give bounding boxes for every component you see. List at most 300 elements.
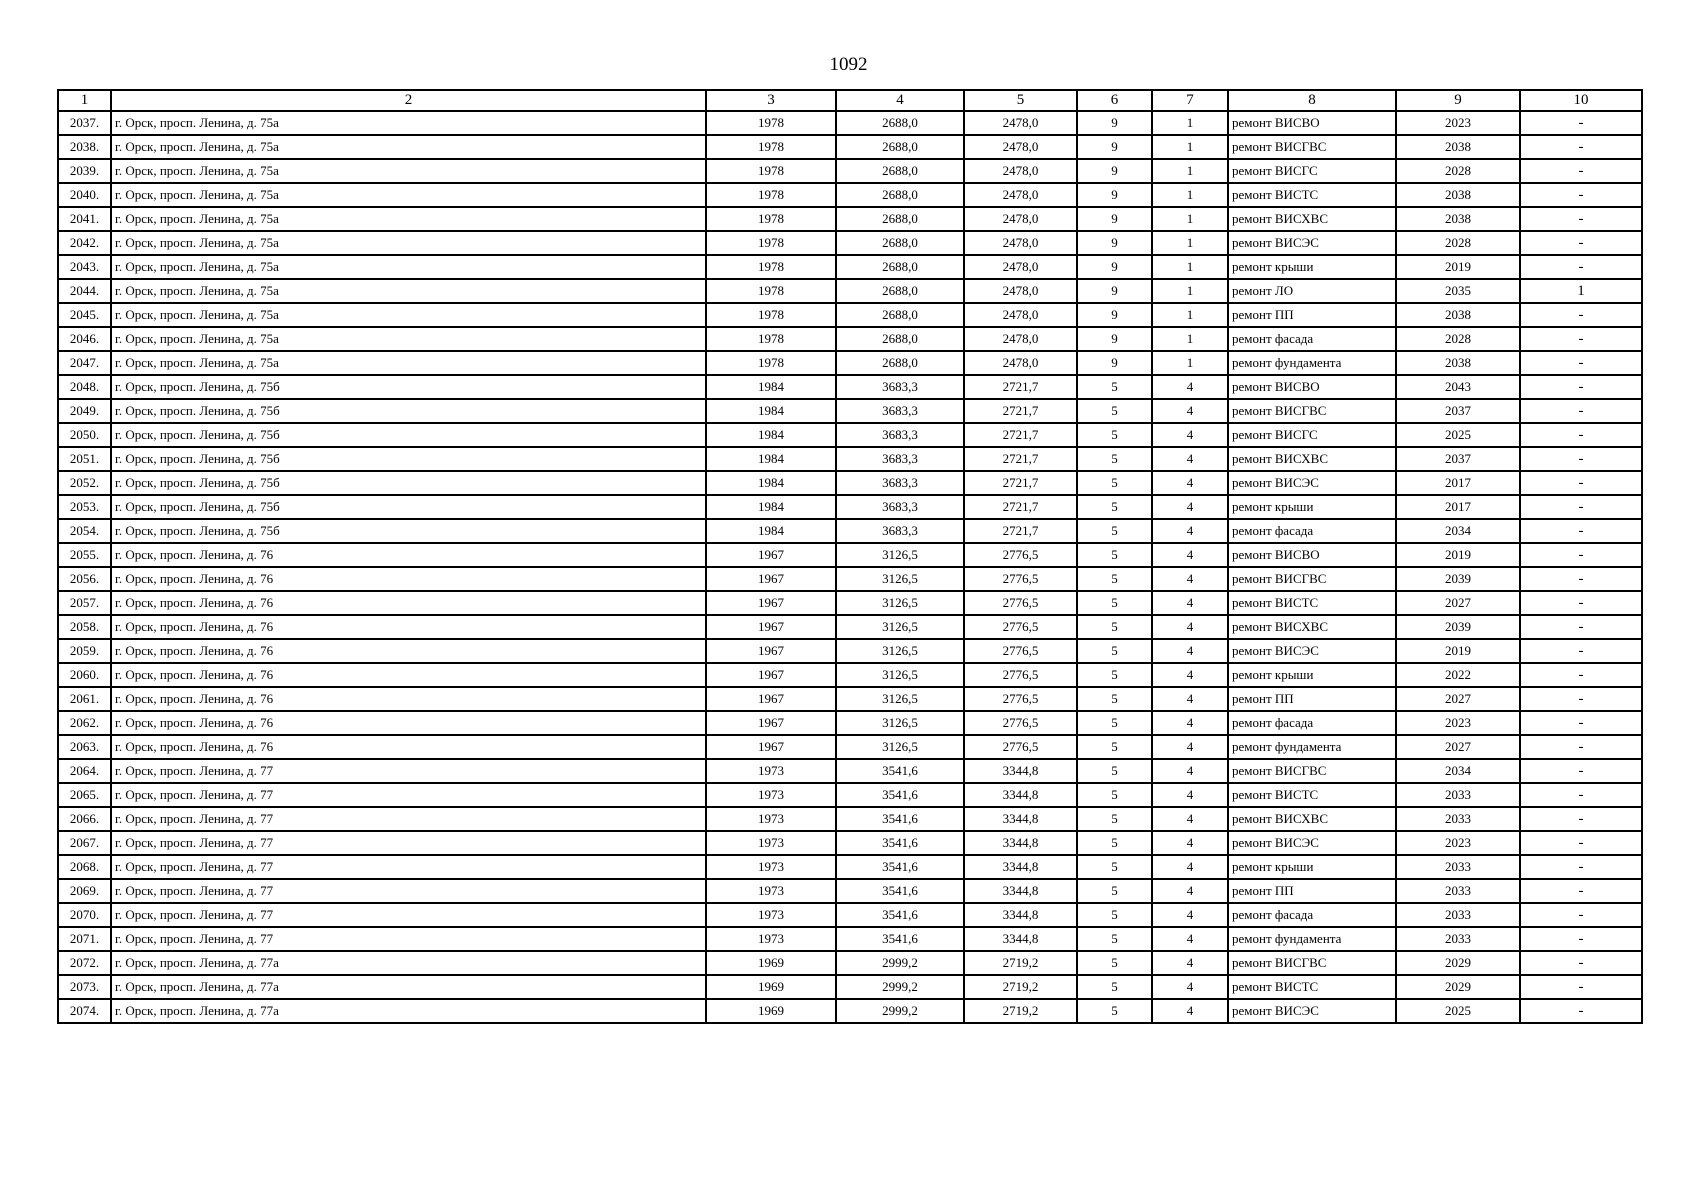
- cell-build-year: 1978: [706, 111, 836, 135]
- column-header-3: 3: [706, 90, 836, 111]
- cell-build-year: 1978: [706, 327, 836, 351]
- cell-living-area: 2776,5: [964, 591, 1077, 615]
- cell-planned-year: 2043: [1396, 375, 1520, 399]
- cell-address: г. Орск, просп. Ленина, д. 75а: [111, 111, 706, 135]
- cell-note: -: [1520, 519, 1642, 543]
- cell-total-area: 2688,0: [836, 207, 964, 231]
- cell-address: г. Орск, просп. Ленина, д. 77: [111, 783, 706, 807]
- cell-total-area: 2999,2: [836, 999, 964, 1023]
- cell-note: 1: [1520, 279, 1642, 303]
- cell-build-year: 1967: [706, 567, 836, 591]
- cell-total-area: 3126,5: [836, 687, 964, 711]
- table-row: [58, 615, 1642, 639]
- cell-build-year: 1984: [706, 375, 836, 399]
- cell-floors: 5: [1077, 567, 1152, 591]
- cell-work-type: ремонт ВИСТС: [1228, 783, 1396, 807]
- cell-planned-year: 2037: [1396, 399, 1520, 423]
- cell-address: г. Орск, просп. Ленина, д. 77а: [111, 975, 706, 999]
- page-number: 1092: [829, 54, 868, 75]
- cell-floors: 5: [1077, 615, 1152, 639]
- table-row: [58, 831, 1642, 855]
- table-row: [58, 231, 1642, 255]
- cell-work-type: ремонт ВИСВО: [1228, 375, 1396, 399]
- cell-planned-year: 2028: [1396, 327, 1520, 351]
- cell-planned-year: 2025: [1396, 999, 1520, 1023]
- cell-living-area: 2478,0: [964, 183, 1077, 207]
- cell-note: -: [1520, 543, 1642, 567]
- cell-note: -: [1520, 711, 1642, 735]
- cell-row-number: 2066.: [58, 807, 111, 831]
- cell-total-area: 3126,5: [836, 567, 964, 591]
- cell-planned-year: 2033: [1396, 879, 1520, 903]
- cell-work-type: ремонт ВИСЭС: [1228, 999, 1396, 1023]
- cell-floors: 5: [1077, 591, 1152, 615]
- cell-planned-year: 2038: [1396, 135, 1520, 159]
- cell-row-number: 2067.: [58, 831, 111, 855]
- table-row: [58, 423, 1642, 447]
- cell-living-area: 3344,8: [964, 831, 1077, 855]
- cell-entrances: 4: [1152, 975, 1228, 999]
- cell-entrances: 4: [1152, 879, 1228, 903]
- cell-entrances: 1: [1152, 279, 1228, 303]
- cell-address: г. Орск, просп. Ленина, д. 75а: [111, 159, 706, 183]
- cell-build-year: 1978: [706, 207, 836, 231]
- cell-work-type: ремонт ПП: [1228, 303, 1396, 327]
- cell-row-number: 2049.: [58, 399, 111, 423]
- cell-planned-year: 2033: [1396, 927, 1520, 951]
- cell-floors: 9: [1077, 183, 1152, 207]
- cell-entrances: 1: [1152, 327, 1228, 351]
- cell-row-number: 2073.: [58, 975, 111, 999]
- cell-row-number: 2059.: [58, 639, 111, 663]
- table-row: [58, 879, 1642, 903]
- cell-row-number: 2048.: [58, 375, 111, 399]
- cell-address: г. Орск, просп. Ленина, д. 76: [111, 663, 706, 687]
- cell-build-year: 1978: [706, 303, 836, 327]
- cell-entrances: 4: [1152, 783, 1228, 807]
- cell-note: -: [1520, 759, 1642, 783]
- cell-entrances: 4: [1152, 855, 1228, 879]
- cell-row-number: 2037.: [58, 111, 111, 135]
- cell-note: -: [1520, 663, 1642, 687]
- cell-floors: 5: [1077, 399, 1152, 423]
- cell-row-number: 2052.: [58, 471, 111, 495]
- cell-total-area: 2999,2: [836, 951, 964, 975]
- column-header-2: 2: [111, 90, 706, 111]
- cell-row-number: 2042.: [58, 231, 111, 255]
- cell-entrances: 4: [1152, 639, 1228, 663]
- cell-floors: 5: [1077, 663, 1152, 687]
- cell-living-area: 2478,0: [964, 279, 1077, 303]
- table-row: [58, 567, 1642, 591]
- cell-planned-year: 2039: [1396, 615, 1520, 639]
- cell-row-number: 2068.: [58, 855, 111, 879]
- cell-total-area: 2688,0: [836, 303, 964, 327]
- cell-address: г. Орск, просп. Ленина, д. 75а: [111, 279, 706, 303]
- cell-entrances: 4: [1152, 927, 1228, 951]
- cell-total-area: 3541,6: [836, 855, 964, 879]
- cell-total-area: 3541,6: [836, 783, 964, 807]
- cell-row-number: 2051.: [58, 447, 111, 471]
- cell-address: г. Орск, просп. Ленина, д. 75а: [111, 135, 706, 159]
- cell-work-type: ремонт крыши: [1228, 255, 1396, 279]
- cell-row-number: 2039.: [58, 159, 111, 183]
- cell-floors: 5: [1077, 711, 1152, 735]
- cell-work-type: ремонт крыши: [1228, 855, 1396, 879]
- cell-floors: 5: [1077, 735, 1152, 759]
- cell-total-area: 2688,0: [836, 231, 964, 255]
- table-row: [58, 399, 1642, 423]
- cell-total-area: 3126,5: [836, 639, 964, 663]
- cell-note: -: [1520, 927, 1642, 951]
- cell-floors: 5: [1077, 375, 1152, 399]
- cell-entrances: 4: [1152, 903, 1228, 927]
- table-row: [58, 447, 1642, 471]
- cell-row-number: 2053.: [58, 495, 111, 519]
- cell-entrances: 4: [1152, 615, 1228, 639]
- cell-row-number: 2074.: [58, 999, 111, 1023]
- cell-work-type: ремонт фундамента: [1228, 735, 1396, 759]
- cell-planned-year: 2027: [1396, 735, 1520, 759]
- cell-planned-year: 2038: [1396, 207, 1520, 231]
- cell-living-area: 2776,5: [964, 615, 1077, 639]
- cell-address: г. Орск, просп. Ленина, д. 75а: [111, 255, 706, 279]
- cell-note: -: [1520, 807, 1642, 831]
- cell-living-area: 2776,5: [964, 687, 1077, 711]
- cell-total-area: 3541,6: [836, 879, 964, 903]
- cell-entrances: 4: [1152, 999, 1228, 1023]
- cell-entrances: 4: [1152, 471, 1228, 495]
- cell-note: -: [1520, 783, 1642, 807]
- table-row: [58, 495, 1642, 519]
- cell-address: г. Орск, просп. Ленина, д. 75а: [111, 351, 706, 375]
- cell-work-type: ремонт ВИСЭС: [1228, 639, 1396, 663]
- table-row: [58, 135, 1642, 159]
- cell-note: -: [1520, 231, 1642, 255]
- cell-row-number: 2044.: [58, 279, 111, 303]
- cell-planned-year: 2023: [1396, 711, 1520, 735]
- cell-living-area: 3344,8: [964, 807, 1077, 831]
- cell-floors: 9: [1077, 327, 1152, 351]
- cell-floors: 5: [1077, 543, 1152, 567]
- cell-note: -: [1520, 327, 1642, 351]
- cell-living-area: 2776,5: [964, 543, 1077, 567]
- cell-row-number: 2054.: [58, 519, 111, 543]
- cell-entrances: 4: [1152, 591, 1228, 615]
- cell-row-number: 2043.: [58, 255, 111, 279]
- cell-entrances: 1: [1152, 303, 1228, 327]
- table-row: [58, 255, 1642, 279]
- cell-build-year: 1973: [706, 807, 836, 831]
- cell-build-year: 1973: [706, 927, 836, 951]
- cell-total-area: 3126,5: [836, 615, 964, 639]
- cell-build-year: 1984: [706, 423, 836, 447]
- cell-floors: 9: [1077, 159, 1152, 183]
- cell-entrances: 4: [1152, 951, 1228, 975]
- table-row: [58, 375, 1642, 399]
- cell-build-year: 1978: [706, 231, 836, 255]
- cell-floors: 5: [1077, 903, 1152, 927]
- cell-planned-year: 2022: [1396, 663, 1520, 687]
- cell-floors: 5: [1077, 855, 1152, 879]
- cell-address: г. Орск, просп. Ленина, д. 77: [111, 879, 706, 903]
- cell-row-number: 2056.: [58, 567, 111, 591]
- cell-build-year: 1978: [706, 279, 836, 303]
- cell-note: -: [1520, 591, 1642, 615]
- cell-address: г. Орск, просп. Ленина, д. 75а: [111, 231, 706, 255]
- cell-row-number: 2063.: [58, 735, 111, 759]
- cell-floors: 5: [1077, 951, 1152, 975]
- table-row: [58, 207, 1642, 231]
- cell-work-type: ремонт ВИСГС: [1228, 159, 1396, 183]
- cell-build-year: 1967: [706, 687, 836, 711]
- cell-build-year: 1978: [706, 183, 836, 207]
- cell-entrances: 1: [1152, 159, 1228, 183]
- cell-entrances: 1: [1152, 207, 1228, 231]
- cell-entrances: 4: [1152, 759, 1228, 783]
- table-row: [58, 975, 1642, 999]
- cell-total-area: 3126,5: [836, 735, 964, 759]
- cell-note: -: [1520, 399, 1642, 423]
- cell-address: г. Орск, просп. Ленина, д. 75а: [111, 183, 706, 207]
- cell-row-number: 2058.: [58, 615, 111, 639]
- cell-entrances: 1: [1152, 351, 1228, 375]
- table-row: [58, 591, 1642, 615]
- cell-entrances: 4: [1152, 423, 1228, 447]
- cell-row-number: 2045.: [58, 303, 111, 327]
- cell-living-area: 2721,7: [964, 519, 1077, 543]
- table-row: [58, 735, 1642, 759]
- cell-work-type: ремонт ВИСЭС: [1228, 231, 1396, 255]
- cell-note: -: [1520, 495, 1642, 519]
- cell-planned-year: 2033: [1396, 783, 1520, 807]
- cell-address: г. Орск, просп. Ленина, д. 76: [111, 639, 706, 663]
- cell-row-number: 2070.: [58, 903, 111, 927]
- cell-total-area: 2688,0: [836, 135, 964, 159]
- cell-note: -: [1520, 471, 1642, 495]
- table-row: [58, 711, 1642, 735]
- cell-row-number: 2050.: [58, 423, 111, 447]
- cell-work-type: ремонт ВИСГВС: [1228, 951, 1396, 975]
- cell-planned-year: 2035: [1396, 279, 1520, 303]
- cell-note: -: [1520, 903, 1642, 927]
- cell-floors: 9: [1077, 279, 1152, 303]
- cell-planned-year: 2029: [1396, 975, 1520, 999]
- cell-planned-year: 2019: [1396, 543, 1520, 567]
- cell-row-number: 2069.: [58, 879, 111, 903]
- cell-note: -: [1520, 615, 1642, 639]
- cell-row-number: 2055.: [58, 543, 111, 567]
- cell-row-number: 2072.: [58, 951, 111, 975]
- cell-work-type: ремонт ПП: [1228, 879, 1396, 903]
- cell-floors: 5: [1077, 927, 1152, 951]
- cell-note: -: [1520, 567, 1642, 591]
- cell-planned-year: 2028: [1396, 231, 1520, 255]
- table-row: [58, 279, 1642, 303]
- cell-work-type: ремонт фасада: [1228, 903, 1396, 927]
- cell-living-area: 2478,0: [964, 135, 1077, 159]
- cell-address: г. Орск, просп. Ленина, д. 76: [111, 735, 706, 759]
- cell-note: -: [1520, 879, 1642, 903]
- cell-build-year: 1973: [706, 759, 836, 783]
- cell-note: -: [1520, 831, 1642, 855]
- cell-entrances: 1: [1152, 255, 1228, 279]
- table-row: [58, 471, 1642, 495]
- table-row: [58, 159, 1642, 183]
- cell-total-area: 3126,5: [836, 543, 964, 567]
- cell-note: -: [1520, 975, 1642, 999]
- cell-planned-year: 2029: [1396, 951, 1520, 975]
- cell-address: г. Орск, просп. Ленина, д. 77а: [111, 999, 706, 1023]
- cell-floors: 5: [1077, 783, 1152, 807]
- cell-work-type: ремонт фасада: [1228, 327, 1396, 351]
- cell-address: г. Орск, просп. Ленина, д. 76: [111, 615, 706, 639]
- cell-living-area: 2721,7: [964, 495, 1077, 519]
- cell-total-area: 2688,0: [836, 183, 964, 207]
- cell-row-number: 2057.: [58, 591, 111, 615]
- cell-floors: 5: [1077, 687, 1152, 711]
- cell-entrances: 4: [1152, 687, 1228, 711]
- cell-planned-year: 2033: [1396, 903, 1520, 927]
- cell-address: г. Орск, просп. Ленина, д. 75б: [111, 519, 706, 543]
- cell-row-number: 2062.: [58, 711, 111, 735]
- cell-total-area: 2688,0: [836, 159, 964, 183]
- cell-floors: 5: [1077, 999, 1152, 1023]
- cell-total-area: 3683,3: [836, 471, 964, 495]
- cell-row-number: 2041.: [58, 207, 111, 231]
- cell-planned-year: 2033: [1396, 807, 1520, 831]
- cell-total-area: 3541,6: [836, 831, 964, 855]
- cell-address: г. Орск, просп. Ленина, д. 76: [111, 591, 706, 615]
- cell-living-area: 3344,8: [964, 903, 1077, 927]
- cell-work-type: ремонт фундамента: [1228, 927, 1396, 951]
- cell-row-number: 2040.: [58, 183, 111, 207]
- table-row: [58, 303, 1642, 327]
- cell-total-area: 3683,3: [836, 423, 964, 447]
- cell-entrances: 4: [1152, 711, 1228, 735]
- table-row: [58, 351, 1642, 375]
- table-row: [58, 687, 1642, 711]
- cell-row-number: 2047.: [58, 351, 111, 375]
- cell-floors: 9: [1077, 207, 1152, 231]
- cell-living-area: 2721,7: [964, 447, 1077, 471]
- table-row: [58, 111, 1642, 135]
- table-row: [58, 783, 1642, 807]
- cell-address: г. Орск, просп. Ленина, д. 77: [111, 903, 706, 927]
- cell-work-type: ремонт ВИСВО: [1228, 543, 1396, 567]
- column-header-1: 1: [58, 90, 111, 111]
- cell-address: г. Орск, просп. Ленина, д. 75б: [111, 495, 706, 519]
- cell-planned-year: 2019: [1396, 639, 1520, 663]
- cell-floors: 5: [1077, 471, 1152, 495]
- cell-work-type: ремонт ВИСХВС: [1228, 207, 1396, 231]
- cell-build-year: 1984: [706, 399, 836, 423]
- cell-address: г. Орск, просп. Ленина, д. 75б: [111, 447, 706, 471]
- cell-total-area: 3683,3: [836, 519, 964, 543]
- cell-floors: 5: [1077, 879, 1152, 903]
- cell-row-number: 2065.: [58, 783, 111, 807]
- cell-floors: 5: [1077, 639, 1152, 663]
- cell-total-area: 2688,0: [836, 279, 964, 303]
- cell-living-area: 3344,8: [964, 759, 1077, 783]
- cell-build-year: 1967: [706, 591, 836, 615]
- cell-planned-year: 2034: [1396, 759, 1520, 783]
- cell-note: -: [1520, 999, 1642, 1023]
- cell-total-area: 3683,3: [836, 399, 964, 423]
- cell-planned-year: 2028: [1396, 159, 1520, 183]
- cell-total-area: 2999,2: [836, 975, 964, 999]
- cell-work-type: ремонт фасада: [1228, 519, 1396, 543]
- cell-total-area: 3541,6: [836, 927, 964, 951]
- column-header-6: 6: [1077, 90, 1152, 111]
- cell-total-area: 2688,0: [836, 111, 964, 135]
- cell-build-year: 1973: [706, 783, 836, 807]
- cell-planned-year: 2017: [1396, 495, 1520, 519]
- table-row: [58, 183, 1642, 207]
- cell-living-area: 2478,0: [964, 327, 1077, 351]
- cell-living-area: 2478,0: [964, 159, 1077, 183]
- cell-row-number: 2046.: [58, 327, 111, 351]
- cell-entrances: 1: [1152, 111, 1228, 135]
- cell-work-type: ремонт ВИСХВС: [1228, 447, 1396, 471]
- cell-entrances: 1: [1152, 231, 1228, 255]
- cell-work-type: ремонт ВИСХВС: [1228, 615, 1396, 639]
- cell-build-year: 1973: [706, 903, 836, 927]
- cell-living-area: 2478,0: [964, 207, 1077, 231]
- cell-living-area: 3344,8: [964, 855, 1077, 879]
- cell-row-number: 2060.: [58, 663, 111, 687]
- cell-note: -: [1520, 303, 1642, 327]
- cell-build-year: 1984: [706, 447, 836, 471]
- cell-planned-year: 2033: [1396, 855, 1520, 879]
- cell-note: -: [1520, 855, 1642, 879]
- cell-address: г. Орск, просп. Ленина, д. 75а: [111, 207, 706, 231]
- cell-planned-year: 2019: [1396, 255, 1520, 279]
- cell-build-year: 1978: [706, 351, 836, 375]
- cell-build-year: 1969: [706, 975, 836, 999]
- cell-planned-year: 2025: [1396, 423, 1520, 447]
- cell-note: -: [1520, 351, 1642, 375]
- cell-address: г. Орск, просп. Ленина, д. 77: [111, 855, 706, 879]
- cell-entrances: 4: [1152, 447, 1228, 471]
- cell-living-area: 2776,5: [964, 639, 1077, 663]
- cell-build-year: 1984: [706, 471, 836, 495]
- cell-note: -: [1520, 687, 1642, 711]
- cell-total-area: 2688,0: [836, 327, 964, 351]
- cell-work-type: ремонт ВИСГВС: [1228, 567, 1396, 591]
- cell-living-area: 3344,8: [964, 927, 1077, 951]
- cell-floors: 5: [1077, 831, 1152, 855]
- cell-address: г. Орск, просп. Ленина, д. 75б: [111, 375, 706, 399]
- table-row: [58, 327, 1642, 351]
- cell-note: -: [1520, 255, 1642, 279]
- cell-build-year: 1973: [706, 879, 836, 903]
- table-header: [58, 90, 1642, 111]
- cell-floors: 9: [1077, 231, 1152, 255]
- cell-planned-year: 2038: [1396, 303, 1520, 327]
- cell-living-area: 2721,7: [964, 375, 1077, 399]
- cell-address: г. Орск, просп. Ленина, д. 76: [111, 567, 706, 591]
- cell-address: г. Орск, просп. Ленина, д. 75а: [111, 327, 706, 351]
- cell-entrances: 4: [1152, 519, 1228, 543]
- cell-living-area: 2776,5: [964, 567, 1077, 591]
- cell-build-year: 1967: [706, 615, 836, 639]
- table-row: [58, 639, 1642, 663]
- cell-build-year: 1967: [706, 543, 836, 567]
- table-row: [58, 807, 1642, 831]
- cell-work-type: ремонт фундамента: [1228, 351, 1396, 375]
- cell-build-year: 1969: [706, 951, 836, 975]
